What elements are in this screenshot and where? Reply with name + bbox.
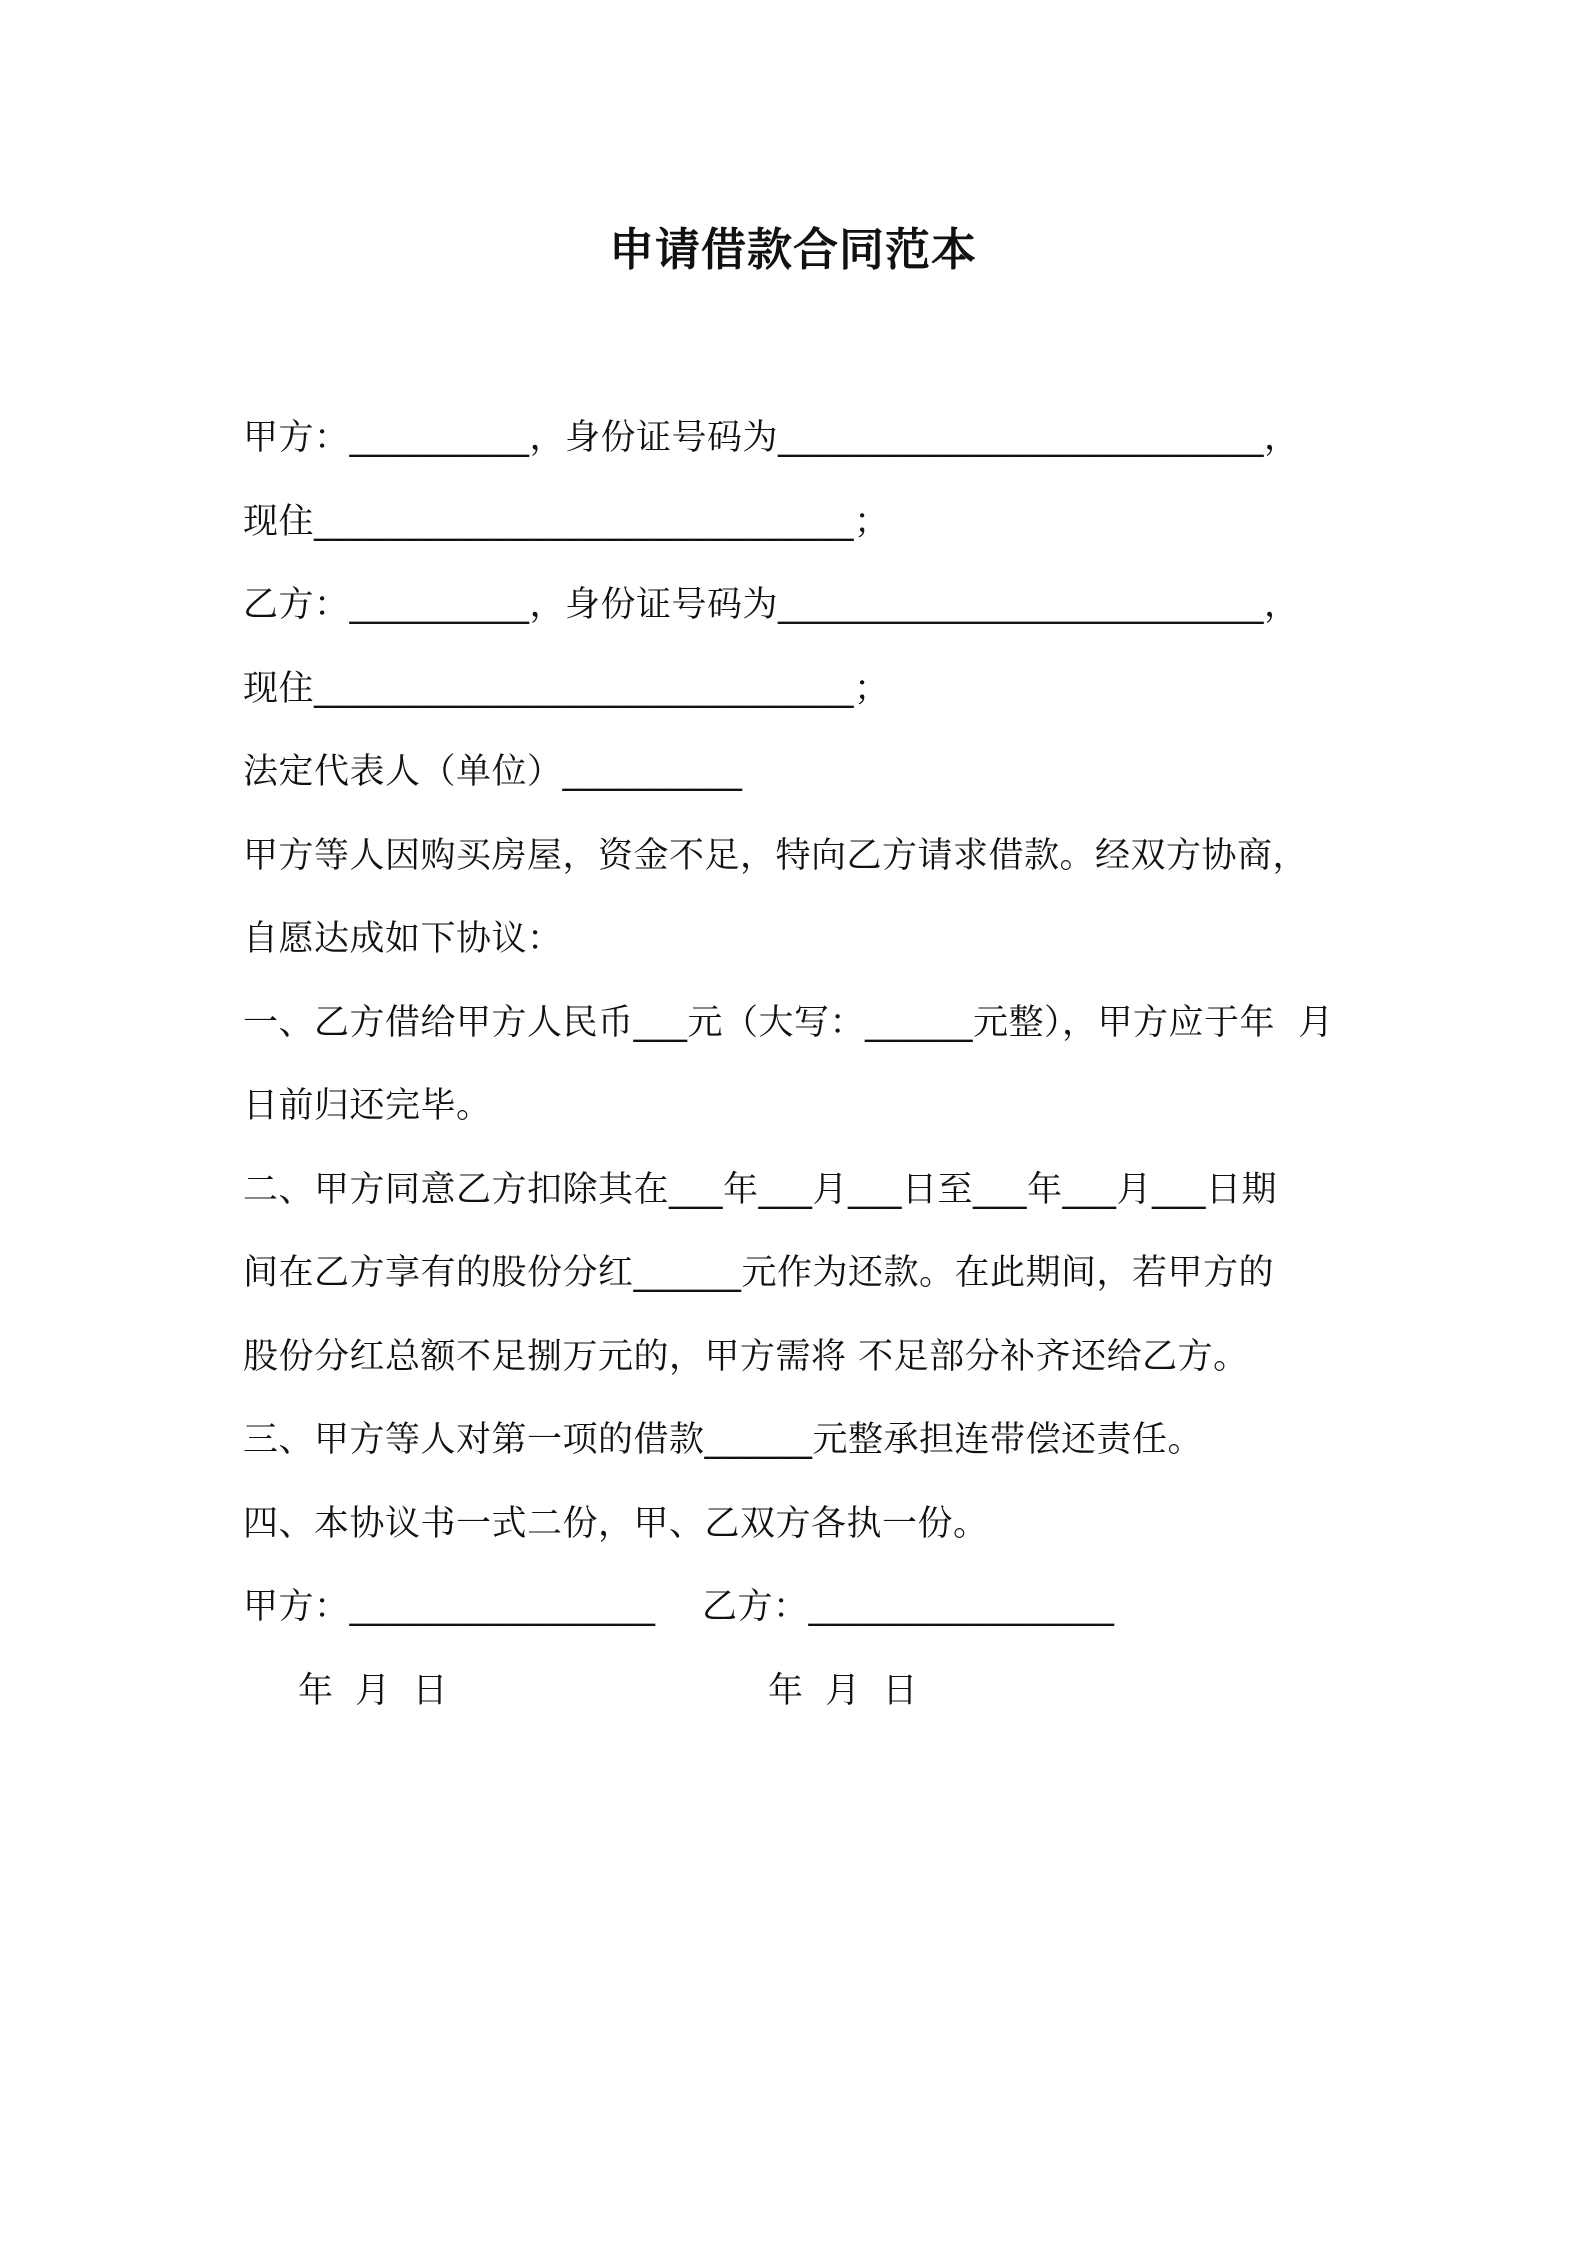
- clause-one-line-2: 日前归还完毕。: [243, 1086, 492, 1126]
- page-title: 申请借款合同范本: [608, 223, 977, 276]
- clause-two-line-2: 间在乙方享有的股份分红______元作为还款。在此期间，若甲方的: [243, 1253, 1275, 1293]
- party-a-address-line: 现住______________________________；: [243, 502, 890, 542]
- party-a-signature-date: 年 月 日: [298, 1671, 448, 1711]
- party-b-signature-date: 年 月 日: [768, 1671, 918, 1711]
- clause-one-line-1: 一、乙方借给甲方人民币___元（大写：______元整），甲方应于年 月: [243, 1003, 1334, 1043]
- intro-paragraph-line-1: 甲方等人因购买房屋，资金不足，特向乙方请求借款。经双方协商，: [243, 836, 1309, 876]
- party-a-line: 甲方：__________，身份证号码为___________________________，: [243, 418, 1300, 458]
- party-b-address-line: 现住______________________________；: [243, 669, 890, 709]
- clause-three-line: 三、甲方等人对第一项的借款______元整承担连带偿还责任。: [243, 1420, 1204, 1460]
- clause-four-line: 四、本协议书一式二份，甲、乙双方各执一份。: [243, 1504, 989, 1544]
- clause-two-line-1: 二、甲方同意乙方扣除其在___年___月___日至___年___月___日期: [243, 1170, 1278, 1210]
- intro-paragraph-line-2: 自愿达成如下协议：: [243, 919, 563, 959]
- signature-line: 甲方：_________________ 乙方：_________________: [243, 1587, 1115, 1627]
- clause-two-line-3: 股份分红总额不足捌万元的，甲方需将 不足部分补齐还给乙方。: [243, 1337, 1249, 1377]
- party-b-line: 乙方：__________，身份证号码为___________________________，: [243, 585, 1300, 625]
- legal-representative-line: 法定代表人（单位）__________: [243, 752, 743, 792]
